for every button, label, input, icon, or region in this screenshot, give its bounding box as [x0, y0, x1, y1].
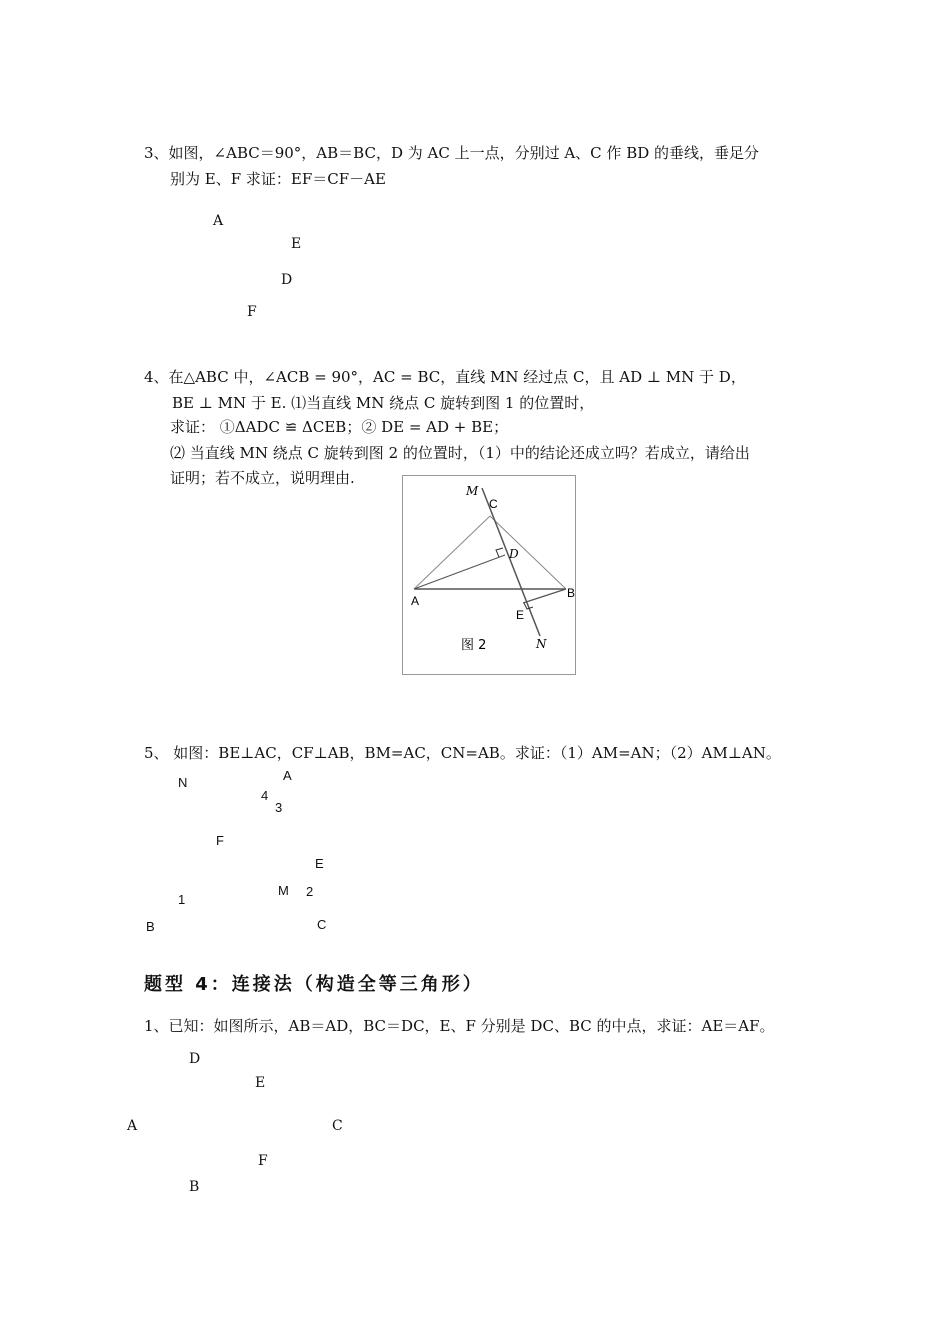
problem-3-line-2: 别为 E、F 求证：EF＝CF－AE: [170, 170, 386, 188]
figure-q1-label-d: D: [189, 1051, 201, 1067]
figure-2-label-n: N: [536, 637, 547, 651]
figure-5-label-a: A: [283, 768, 292, 783]
figure-3-label-f: F: [247, 304, 257, 320]
figure-q1-label-f: F: [258, 1153, 268, 1169]
problem-4-line-2: BE ⊥ MN 于 E. ⑴当直线 MN 绕点 C 旋转到图 1 的位置时，: [172, 394, 595, 412]
figure-2-label-c: C: [489, 497, 498, 511]
figure-5-label-b: B: [146, 919, 155, 934]
figure-q1-label-e: E: [255, 1075, 266, 1091]
figure-5-label-1: 1: [178, 892, 186, 907]
segment-ad: [414, 555, 505, 589]
problem-3-line-1: 3、如图，∠ABC＝90°，AB＝BC，D 为 AC 上一点，分别过 A、C 作 BD 的垂线，垂足分: [144, 144, 760, 162]
figure-2-label-m: M: [466, 484, 479, 498]
figure-5-label-f: F: [216, 833, 224, 848]
figure-2-label-d: D: [509, 547, 519, 561]
figure-5-label-3: 3: [275, 800, 283, 815]
figure-2-caption: 图 2: [461, 638, 487, 653]
figure-q1-label-c: C: [332, 1118, 343, 1134]
figure-q1-label-b: B: [189, 1179, 200, 1195]
figure-5-label-m: M: [278, 883, 289, 898]
question-1-line-1: 1、已知：如图所示，AB＝AD，BC＝DC，E、F 分别是 DC、BC 的中点，求证：AE＝AF。: [144, 1017, 775, 1035]
figure-5-label-c: C: [317, 917, 327, 932]
figure-3-label-d: D: [281, 272, 293, 288]
problem-5-line-1: 5、 如图：BE⊥AC，CF⊥AB，BM=AC，CN=AB。求证：（1）AM=AN；（2）AM⊥AN。: [144, 744, 781, 762]
figure-5-label-4: 4: [261, 788, 269, 803]
figure-3-label-a: A: [213, 213, 224, 229]
problem-4-line-5: 证明；若不成立，说明理由.: [170, 469, 355, 487]
problem-4-line-3: 求证： ①ΔADC ≌ ΔCEB；② DE = AD + BE；: [170, 418, 509, 436]
segment-ac: [414, 516, 490, 589]
figure-2-diagram: [403, 476, 577, 676]
figure-5-label-n: N: [178, 775, 188, 790]
figure-5-label-2: 2: [306, 884, 314, 899]
figure-2-label-b: B: [567, 586, 576, 600]
figure-2-label-a: A: [411, 594, 420, 608]
figure-5-label-e: E: [315, 856, 324, 871]
problem-4-line-1: 4、在△ABC 中，∠ACB = 90°，AC = BC，直线 MN 经过点 C，且 AD ⊥ MN 于 D，: [144, 368, 746, 386]
figure-2-label-e: E: [516, 608, 525, 622]
segment-cb: [490, 516, 566, 589]
figure-3-label-e: E: [291, 236, 302, 252]
figure-q1-label-a: A: [127, 1118, 138, 1134]
problem-4-line-4: ⑵ 当直线 MN 绕点 C 旋转到图 2 的位置时，（1）中的结论还成立吗？若成立，请给出: [170, 444, 750, 462]
figure-2-box: [402, 475, 576, 675]
segment-be: [523, 589, 566, 603]
section-heading: 题型 4：连接法（构造全等三角形）: [144, 974, 484, 995]
